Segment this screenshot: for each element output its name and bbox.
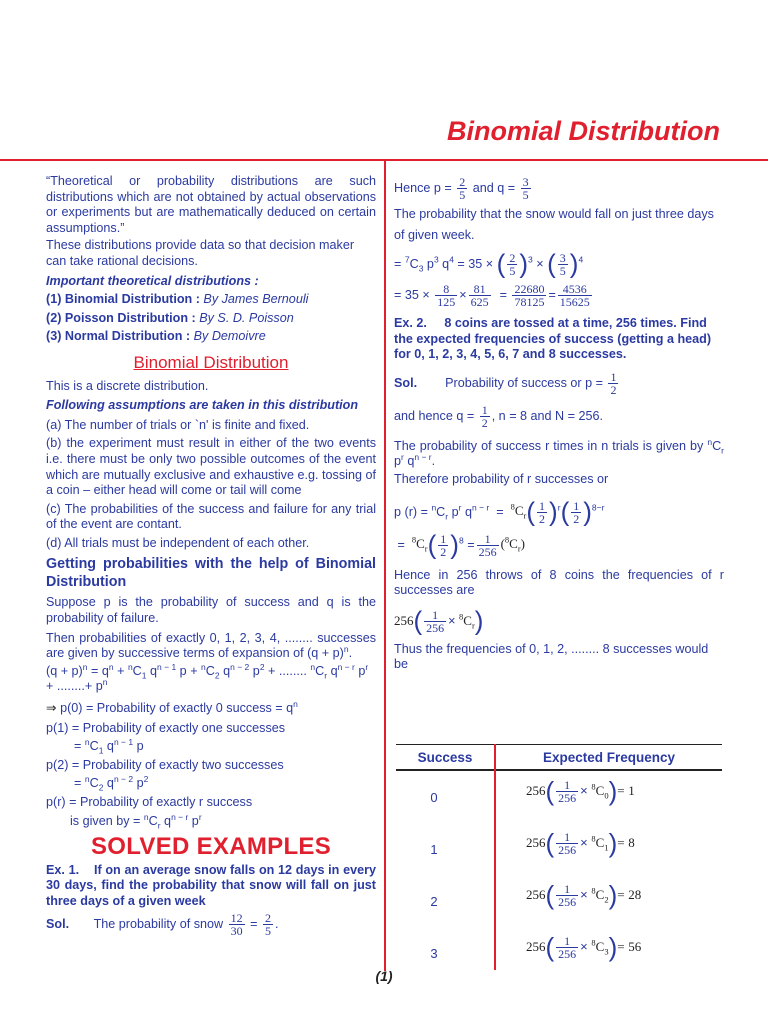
- dist-2: (2) Poisson Distribution : By S. D. Poisson: [46, 310, 294, 325]
- freq-formula: 256( $\frac{1}{256}$ × $^8C_r$): [394, 605, 484, 636]
- prob-three-text: The probability that the snow would fall on just three days of given week.: [394, 207, 714, 242]
- therefore-text: Therefore probability of r successes or: [394, 471, 609, 486]
- pr-formula: is given by = $^nC_r$ $q^{n - r}$ $p^r$: [70, 811, 202, 831]
- p2-line: p(2) = Probability of exactly two successes: [46, 757, 284, 772]
- calc-line-1: = $^7C_3$ $p^3$ $q^4 = 35$ × ( $\frac{2}{5}$ )$^3$ × ( $\frac{3}{5}$ )$^4$: [394, 248, 584, 279]
- page-title: Binomial Distribution: [447, 116, 720, 146]
- assumption-d: (d) All trials must be independent of each other.: [46, 535, 310, 550]
- header-success: Success: [417, 750, 473, 765]
- header-expected-frequency: Expected Frequency: [542, 750, 676, 765]
- thus-text: Thus the frequencies of 0, 1, 2, ........ 8 successes would be: [394, 641, 709, 672]
- p0-line: ⇒ p(0) = Probability of exactly 0 success = $q^n$: [46, 698, 298, 716]
- prob-r-times: The probability of success r times in n trials is given by $^nC_r$ $p^r$ $q^{n - r}$.: [394, 436, 725, 469]
- suppose-text: Suppose p is the probability of success and q is the probability of failure.: [46, 595, 376, 626]
- freq-table-header: [396, 744, 722, 771]
- getting-heading: Getting probabilities with the help of Binomial Distribution: [46, 556, 376, 591]
- frequency-value: 8: [628, 834, 635, 850]
- hence-p-line: Hence p = $\frac{2}{5}$ and q = $\frac{3}{5}$: [394, 175, 529, 202]
- dist-3: (3) Normal Distribution : By Demoivre: [46, 329, 266, 344]
- column-divider: [384, 159, 386, 971]
- c-subscript: 3: [604, 946, 609, 957]
- pr-simplified: = $^8C_r$( $\frac{1}{2}$ )$^8$ = $\frac{1}{256}$ $(^8C_r)$: [394, 529, 526, 560]
- p2-formula: = $^nC_2$ $q^{n - 2}$ $p^2$: [74, 774, 149, 793]
- dist-1: (1) Binomial Distribution : By James Bernouli: [46, 292, 309, 307]
- c-subscript: 0: [604, 790, 609, 801]
- table-row: [396, 770, 722, 822]
- hence-256-text: Hence in 256 throws of 8 coins the frequencies of r successes are: [394, 567, 724, 598]
- frequency-value: 56: [628, 938, 642, 954]
- then-text: Then probabilities of exactly 0, 1, 2, 3, 4, ........ successes are given by successive terms of expansion of $(q + p)^n$.: [46, 630, 376, 661]
- frequency-cell: 256( $\frac{1}{256}$ × $^8C_0)= 1$: [526, 776, 635, 806]
- success-cell: 1: [430, 842, 438, 857]
- success-cell: 0: [430, 790, 438, 805]
- c-subscript: 2: [604, 894, 609, 905]
- frequency-cell: 256( $\frac{1}{256}$ × $^8C_2)= 28$: [526, 880, 642, 910]
- assumptions-heading: Following assumptions are taken in this distribution: [46, 398, 359, 413]
- table-row: [396, 822, 722, 874]
- important-heading: Important theoretical distributions :: [46, 273, 259, 288]
- pr-line: p(r) = Probability of exactly r success: [46, 795, 253, 809]
- frequency-cell: 256( $\frac{1}{256}$ × $^8C_1)= 8$: [526, 828, 635, 858]
- intro-quote: “Theoretical or probability distributions are such distributions which are not obtained by actual observations or experiments but are mathematically deduced on certain assumptions.”: [46, 174, 376, 235]
- ex2-sol: Sol. Probability of success or p = $\frac{1}{2}$: [394, 369, 617, 397]
- ex2: Ex. 2. 8 coins are tossed at a time, 256 times. Find the expected frequencies of success (getting a head) for 0, 1, 2, 3, 4, 5, 6, 7 and 8 successes.: [394, 316, 712, 362]
- freq-table-body: [396, 770, 722, 970]
- discrete-text: This is a discrete distribution.: [46, 378, 209, 393]
- p1-line: p(1) = Probability of exactly one successes: [46, 720, 286, 735]
- success-cell: 2: [430, 894, 438, 909]
- left-column: [46, 174, 376, 937]
- success-cell: 3: [430, 946, 438, 961]
- right-column: [394, 176, 724, 673]
- ex1-sol: Sol. The probability of snow $\frac{12}{30}$ = $\frac{2}{5}$ .: [46, 910, 279, 938]
- assumption-a: (a) The number of trials or `n' is finite and fixed.: [46, 417, 310, 432]
- frequency-value: 28: [628, 886, 642, 902]
- frequency-value: 1: [628, 782, 635, 798]
- page-number: (1): [375, 968, 393, 984]
- p1-formula: = $^nC_1$ $q^{n - 1}$ p: [74, 737, 144, 756]
- expansion-formula: $(q + p)^n = q^n + ^nC_1$ $q^{n - 1}$ $p + ^nC_2$ $q^{n - 2}$ $p^2$ + ........ $^nC_r$ $q^{n - r}$ $p^r$ + ........+ $p^n$: [46, 661, 369, 694]
- c-subscript: 1: [604, 842, 609, 853]
- section-heading: Binomial Distribution: [133, 352, 289, 372]
- assumption-b: (b) the experiment must result in either of the two events i.e. there must be only two possible outcomes of the event which are mutually exclusive and exhaustive e.g. tossing of a coin – either head will come or tail will come: [46, 436, 376, 498]
- calc-line-2: = 35 × $\frac{8}{125}$ × $\frac{81}{625}$ = $\frac{22680}{78125}$ = $\frac{4536}{15625}$: [394, 282, 590, 309]
- frequency-cell: 256( $\frac{1}{256}$ × $^8C_3)= 56$: [526, 932, 642, 962]
- intro-text: These distributions provide data so that decision maker can take rational decisions.: [46, 238, 355, 268]
- pr-formula-right: p $(r) = ^nC_r$ $p^r$ $q^{n - r} = ^8C_r$( $\frac{1}{2}$ )$^r$( $\frac{1}{2}$ )$^{8-r}$: [394, 496, 605, 527]
- assumption-c: (c) The probabilities of the success and failure for any trial of the event are contant.: [46, 501, 376, 532]
- and-hence-line: and hence q = $\frac{1}{2}$ , n = 8 and N = 256.: [394, 402, 604, 430]
- table-row: [396, 874, 722, 926]
- ex1: Ex. 1. If on an average snow falls on 12 days in every 30 days, find the probability that snow will fall on just three days of a given week: [46, 862, 376, 908]
- solved-heading: SOLVED EXAMPLES: [90, 833, 332, 861]
